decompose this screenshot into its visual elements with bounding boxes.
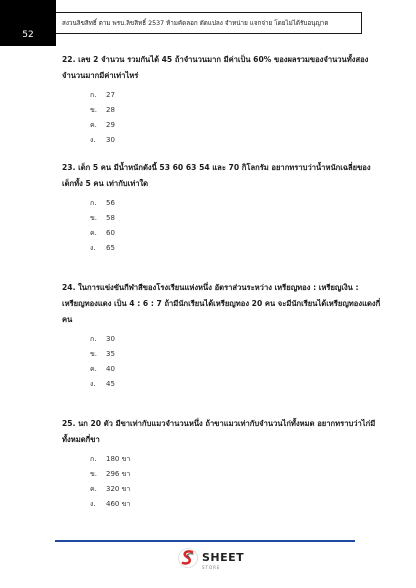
choice-list: [90, 452, 382, 512]
question-24: [62, 280, 382, 406]
page-number-badge: [0, 0, 56, 46]
question-text: 23. เด็ก 5 คน มีน้ำหนักดังนี้ 53 60 63 54 และ 70 กิโลกรัม อยากทราบว่าน้ำหนักเฉลี่ยของเด็กทั้ง 5 คน เท่ากับเท่าใด: [62, 163, 371, 188]
question-23: [62, 160, 382, 270]
copyright-text: สงวนลิขสิทธิ์ ตาม พรบ.ลิขสิทธิ์ 2537 ห้ามคัดลอก ดัดแปลง จำหน่าย แจกจ่าย โดยไม่ได้รับอนุญาต: [62, 20, 329, 27]
choice-item: ข. 58: [90, 214, 115, 222]
choice-item: ค. 40: [90, 365, 115, 373]
footer-divider: [55, 540, 355, 542]
choice-item: ก. 27: [90, 91, 115, 99]
choice-item: ข. 28: [90, 106, 115, 114]
choice-list: [90, 88, 382, 148]
logo-wordmark: [202, 546, 244, 570]
question-list: [62, 52, 382, 512]
logo-subtext: STORE: [202, 565, 221, 570]
choice-list: [90, 196, 382, 256]
question-25: [62, 416, 382, 512]
choice-item: ง. 30: [90, 136, 115, 144]
question-text: 22. เลข 2 จำนวน รวมกันได้ 45 ถ้าจำนวนมาก มีค่าเป็น 60% ของผลรวมของจำนวนทั้งสอง จำนวนมากมีค่าเท่าไหร่: [62, 55, 369, 80]
choice-item: ข. 296 ขา: [90, 470, 131, 478]
choice-item: ง. 45: [90, 380, 115, 388]
choice-item: ก. 180 ขา: [90, 455, 131, 463]
logo-name: SHEET: [202, 551, 245, 564]
choice-item: ก. 56: [90, 199, 115, 207]
choice-item: ข. 35: [90, 350, 115, 358]
choice-item: ค. 29: [90, 121, 115, 129]
choice-item: ง. 460 ขา: [90, 500, 131, 508]
question-text: 25. นก 20 ตัว มีขาเท่ากับแมวจำนวนหนึ่ง ถ้าขาแมวเท่ากับจำนวนไก่ทั้งหมด อยากทราบว่าไก่มีทั้งหมดกี่ขา: [62, 419, 376, 444]
page-number: 52: [22, 30, 34, 40]
choice-item: ค. 60: [90, 229, 115, 237]
choice-item: ค. 320 ขา: [90, 485, 131, 493]
question-22: [62, 52, 382, 150]
sheet-store-logo: [178, 546, 244, 570]
sheet-logo-icon: [178, 547, 198, 569]
choice-item: ง. 65: [90, 244, 115, 252]
choice-list: [90, 332, 382, 392]
choice-item: ก. 30: [90, 335, 115, 343]
question-text: 24. ในการแข่งขันกีฬาสีของโรงเรียนแห่งหนึ่ง อัตราส่วนระหว่าง เหรียญทอง : เหรียญเงิน : เหรียญทองแดง เป็น 4 : 6 : 7 ถ้ามีนักเรียนได้เหรียญทอง 20 คน จะมีนักเรียนได้เหรียญทองแดงกี่คน: [62, 283, 381, 324]
copyright-header: [56, 12, 362, 34]
